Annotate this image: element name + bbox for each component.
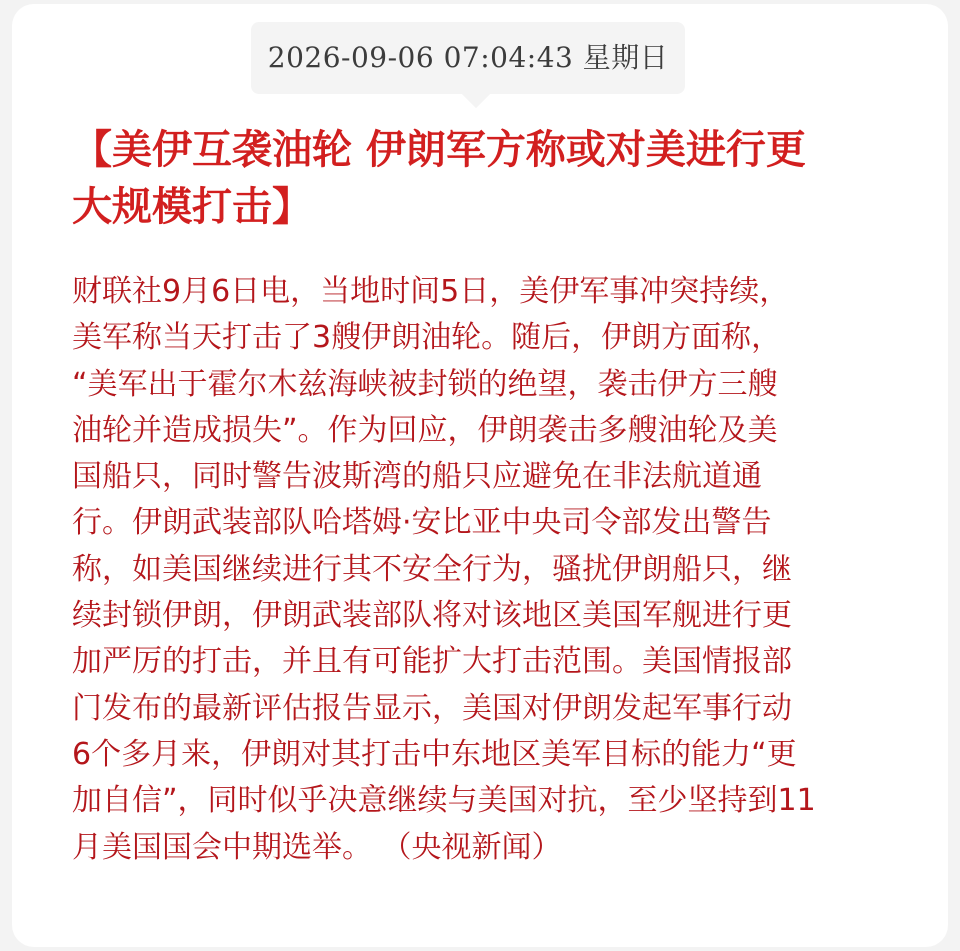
body-line: 加自信”，同时似乎决意继续与美国对抗，至少坚持到11 — [72, 783, 816, 819]
body-line: 美军称当天打击了3艘伊朗油轮。随后，伊朗方面称， — [72, 320, 782, 356]
body-line: 称，如美国继续进行其不安全行为，骚扰伊朗船只，继 — [72, 551, 792, 587]
headline-line: 【美伊互袭油轮 伊朗军方称或对美进行更 — [72, 127, 806, 173]
timestamp: 2026-09-06 07:04:43 星期日 — [267, 41, 669, 74]
body-line: 财联社9月6日电，当地时间5日，美伊军事冲突持续， — [72, 274, 790, 309]
body-line: “美军出于霍尔木兹海峡被封锁的绝望，袭击伊方三艘 — [72, 366, 778, 402]
headline — [72, 122, 902, 236]
body-line: 加严厉的打击，并且有可能扩大打击范围。美国情报部 — [72, 644, 792, 680]
article-body — [72, 269, 892, 871]
body-line: 油轮并造成损失”。作为回应，伊朗袭击多艘油轮及美 — [72, 412, 778, 448]
body-line: 月美国国会中期选举。 （央视新闻） — [72, 829, 562, 865]
headline-line: 大规模打击】 — [72, 184, 312, 230]
body-line: 国船只，同时警告波斯湾的船只应避免在非法航道通 — [72, 459, 762, 495]
body-line: 门发布的最新评估报告显示，美国对伊朗发起军事行动 — [72, 690, 792, 726]
body-line: 行。伊朗武装部队哈塔姆·安比亚中央司令部发出警告 — [72, 505, 772, 541]
body-line: 续封锁伊朗，伊朗武装部队将对该地区美国军舰进行更 — [72, 598, 792, 634]
body-line: 6个多月来，伊朗对其打击中东地区美军目标的能力“更 — [72, 736, 797, 772]
